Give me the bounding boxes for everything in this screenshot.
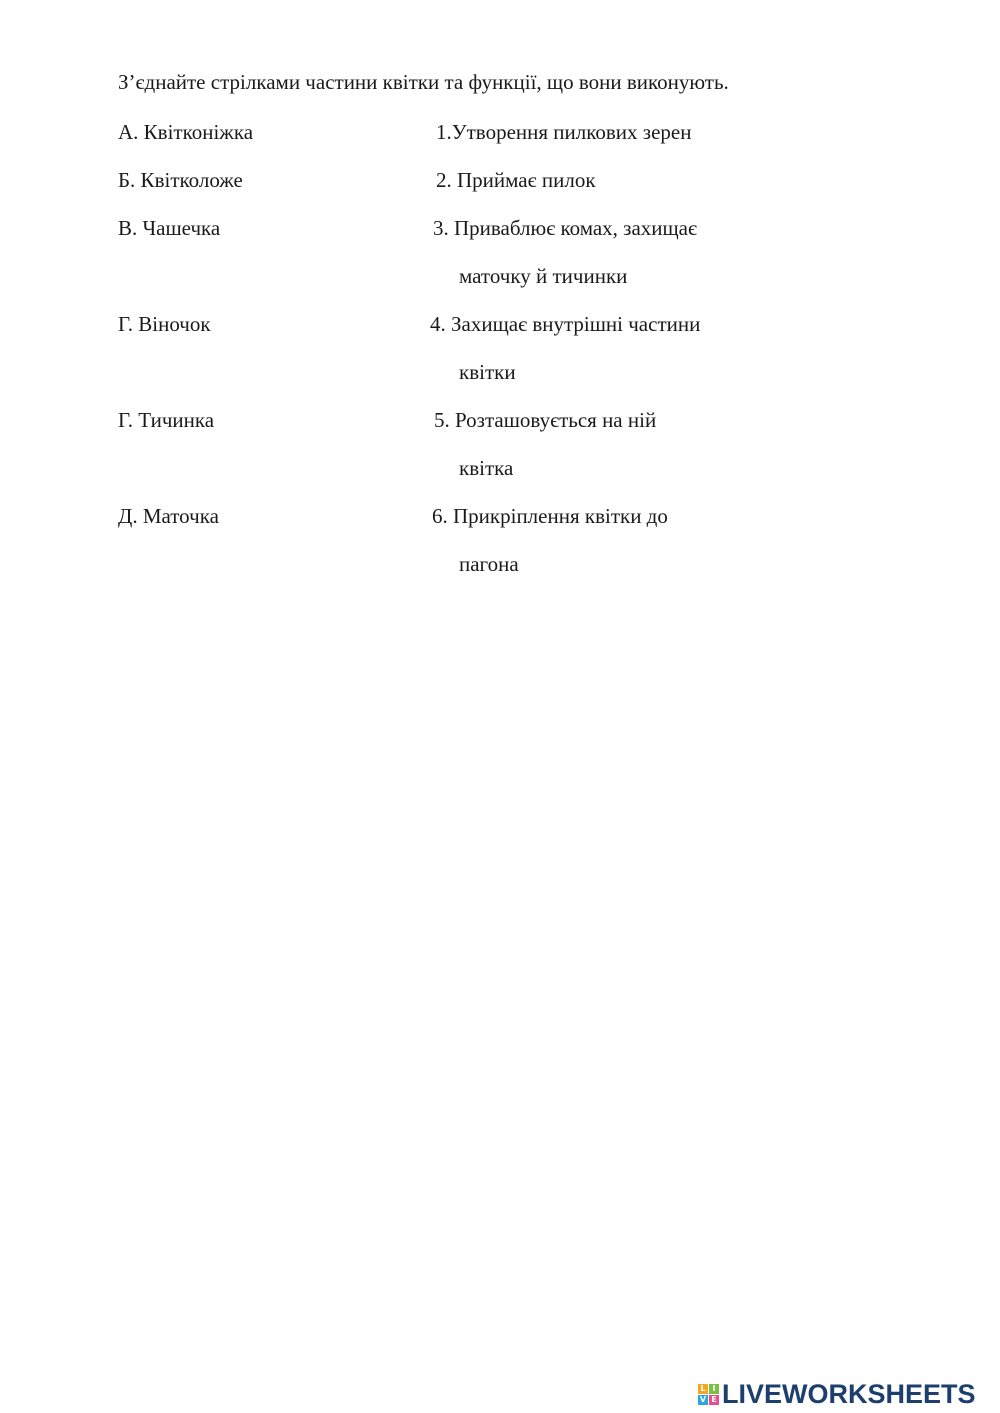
right-item-5: 5. Розташовується на ній: [434, 408, 657, 432]
left-item-a: А. Квітконіжка: [118, 120, 254, 144]
right-item-3: 3. Приваблює комах, захищає: [433, 216, 698, 240]
left-item-v: В. Чашечка: [118, 216, 221, 240]
left-item-b: Б. Квітколоже: [118, 168, 243, 192]
left-item-d: Д. Маточка: [118, 504, 219, 528]
logo-mark-icon: [698, 1384, 719, 1405]
right-item-4: 4. Захищає внутрішні частини: [430, 312, 701, 336]
logo-mark-e: E: [709, 1395, 719, 1405]
right-item-4-cont: квітки: [459, 360, 516, 384]
right-item-3-cont: маточку й тичинки: [459, 264, 628, 288]
left-item-g2: Г. Тичинка: [118, 408, 215, 432]
right-item-2: 2. Приймає пилок: [436, 168, 596, 192]
instruction-text: З’єднайте стрілками частини квітки та функції, що вони виконують.: [118, 70, 729, 94]
logo-mark-l: L: [698, 1384, 708, 1394]
logo-mark-i: I: [709, 1384, 719, 1394]
left-item-g: Г. Віночок: [118, 312, 211, 336]
right-item-6: 6. Прикріплення квітки до: [432, 504, 668, 528]
right-item-1: 1.Утворення пилкових зерен: [436, 120, 692, 144]
right-item-6-cont: пагона: [459, 552, 519, 576]
right-item-5-cont: квітка: [459, 456, 514, 480]
liveworksheets-logo: [698, 1377, 976, 1411]
logo-text: LIVEWORKSHEETS: [722, 1378, 976, 1409]
logo-mark-v: V: [699, 1394, 707, 1404]
